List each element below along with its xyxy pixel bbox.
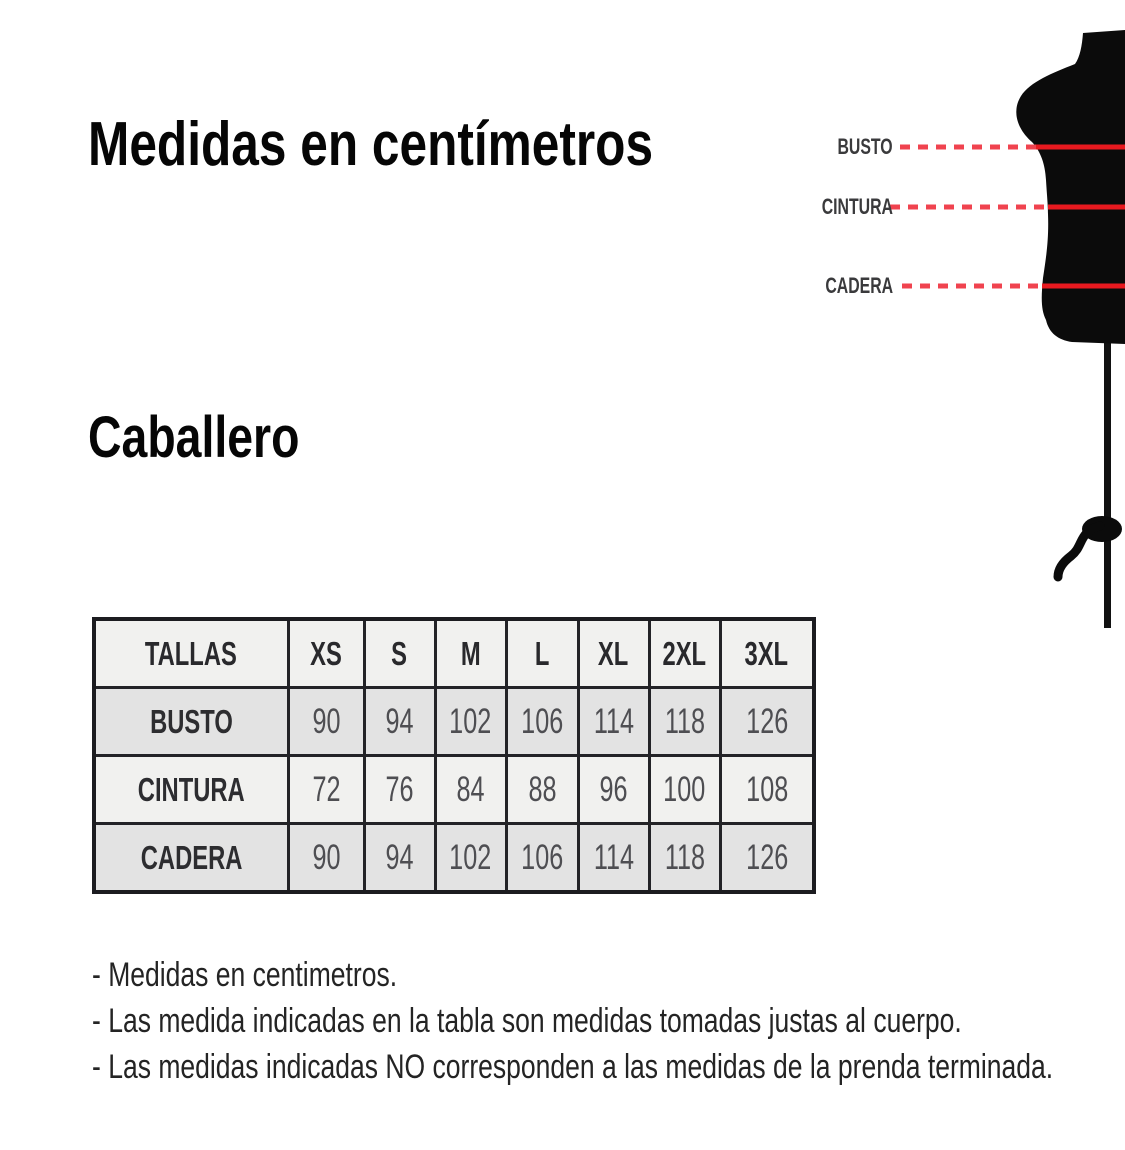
- note-line-1: - Medidas en centimetros.: [92, 956, 398, 994]
- table-row-busto: [94, 688, 814, 756]
- header-cell-s: S: [364, 619, 435, 688]
- cintura-xs-cell: 72: [288, 756, 364, 824]
- header-cell-l: L: [506, 619, 578, 688]
- table-header-row: [94, 619, 814, 688]
- header-cell-xl: XL: [578, 619, 649, 688]
- header-cell-m: M: [435, 619, 506, 688]
- row-label-cintura: CINTURA: [94, 756, 288, 824]
- cintura-m-cell: 84: [435, 756, 506, 824]
- cintura-l-cell: 88: [506, 756, 578, 824]
- cadera-l-cell: 106: [506, 824, 578, 893]
- cintura-xl-cell: 96: [578, 756, 649, 824]
- busto-xs-cell: 90: [288, 688, 364, 756]
- cadera-s-cell: 94: [364, 824, 435, 893]
- cadera-xs-cell: 90: [288, 824, 364, 893]
- busto-xl-cell: 114: [578, 688, 649, 756]
- page-title: Medidas en centímetros: [88, 110, 654, 179]
- section-title: Caballero: [88, 405, 300, 470]
- header-cell-3xl: 3XL: [720, 619, 814, 688]
- cintura-figure-label: CINTURA: [821, 194, 893, 219]
- table-row-cadera: [94, 824, 814, 893]
- header-cell-2xl: 2XL: [649, 619, 720, 688]
- cadera-figure-label: CADERA: [825, 273, 893, 298]
- cadera-xl-cell: 114: [578, 824, 649, 893]
- cadera-2xl-cell: 118: [649, 824, 720, 893]
- busto-2xl-cell: 118: [649, 688, 720, 756]
- note-line-3: - Las medidas indicadas NO corresponden a las medidas de la prenda terminada.: [92, 1048, 1054, 1086]
- table-row-cintura: [94, 756, 814, 824]
- size-table: [92, 617, 816, 894]
- cintura-2xl-cell: 100: [649, 756, 720, 824]
- mannequin-illustration: [780, 0, 1125, 650]
- cintura-s-cell: 76: [364, 756, 435, 824]
- measurement-figure: [780, 0, 1125, 650]
- footnotes: [92, 952, 1125, 1090]
- busto-l-cell: 106: [506, 688, 578, 756]
- busto-s-cell: 94: [364, 688, 435, 756]
- row-label-cadera: CADERA: [94, 824, 288, 893]
- mannequin-silhouette: [1016, 30, 1125, 344]
- row-label-busto: BUSTO: [94, 688, 288, 756]
- header-cell-xs: XS: [288, 619, 364, 688]
- note-line-2: - Las medida indicadas en la tabla son medidas tomadas justas al cuerpo.: [92, 1002, 962, 1040]
- header-cell-tallas: TALLAS: [94, 619, 288, 688]
- busto-m-cell: 102: [435, 688, 506, 756]
- mannequin-stand-pole: [1104, 342, 1111, 628]
- busto-3xl-cell: 126: [720, 688, 814, 756]
- busto-figure-label: BUSTO: [837, 134, 893, 159]
- cintura-3xl-cell: 108: [720, 756, 814, 824]
- cadera-3xl-cell: 126: [720, 824, 814, 893]
- cadera-m-cell: 102: [435, 824, 506, 893]
